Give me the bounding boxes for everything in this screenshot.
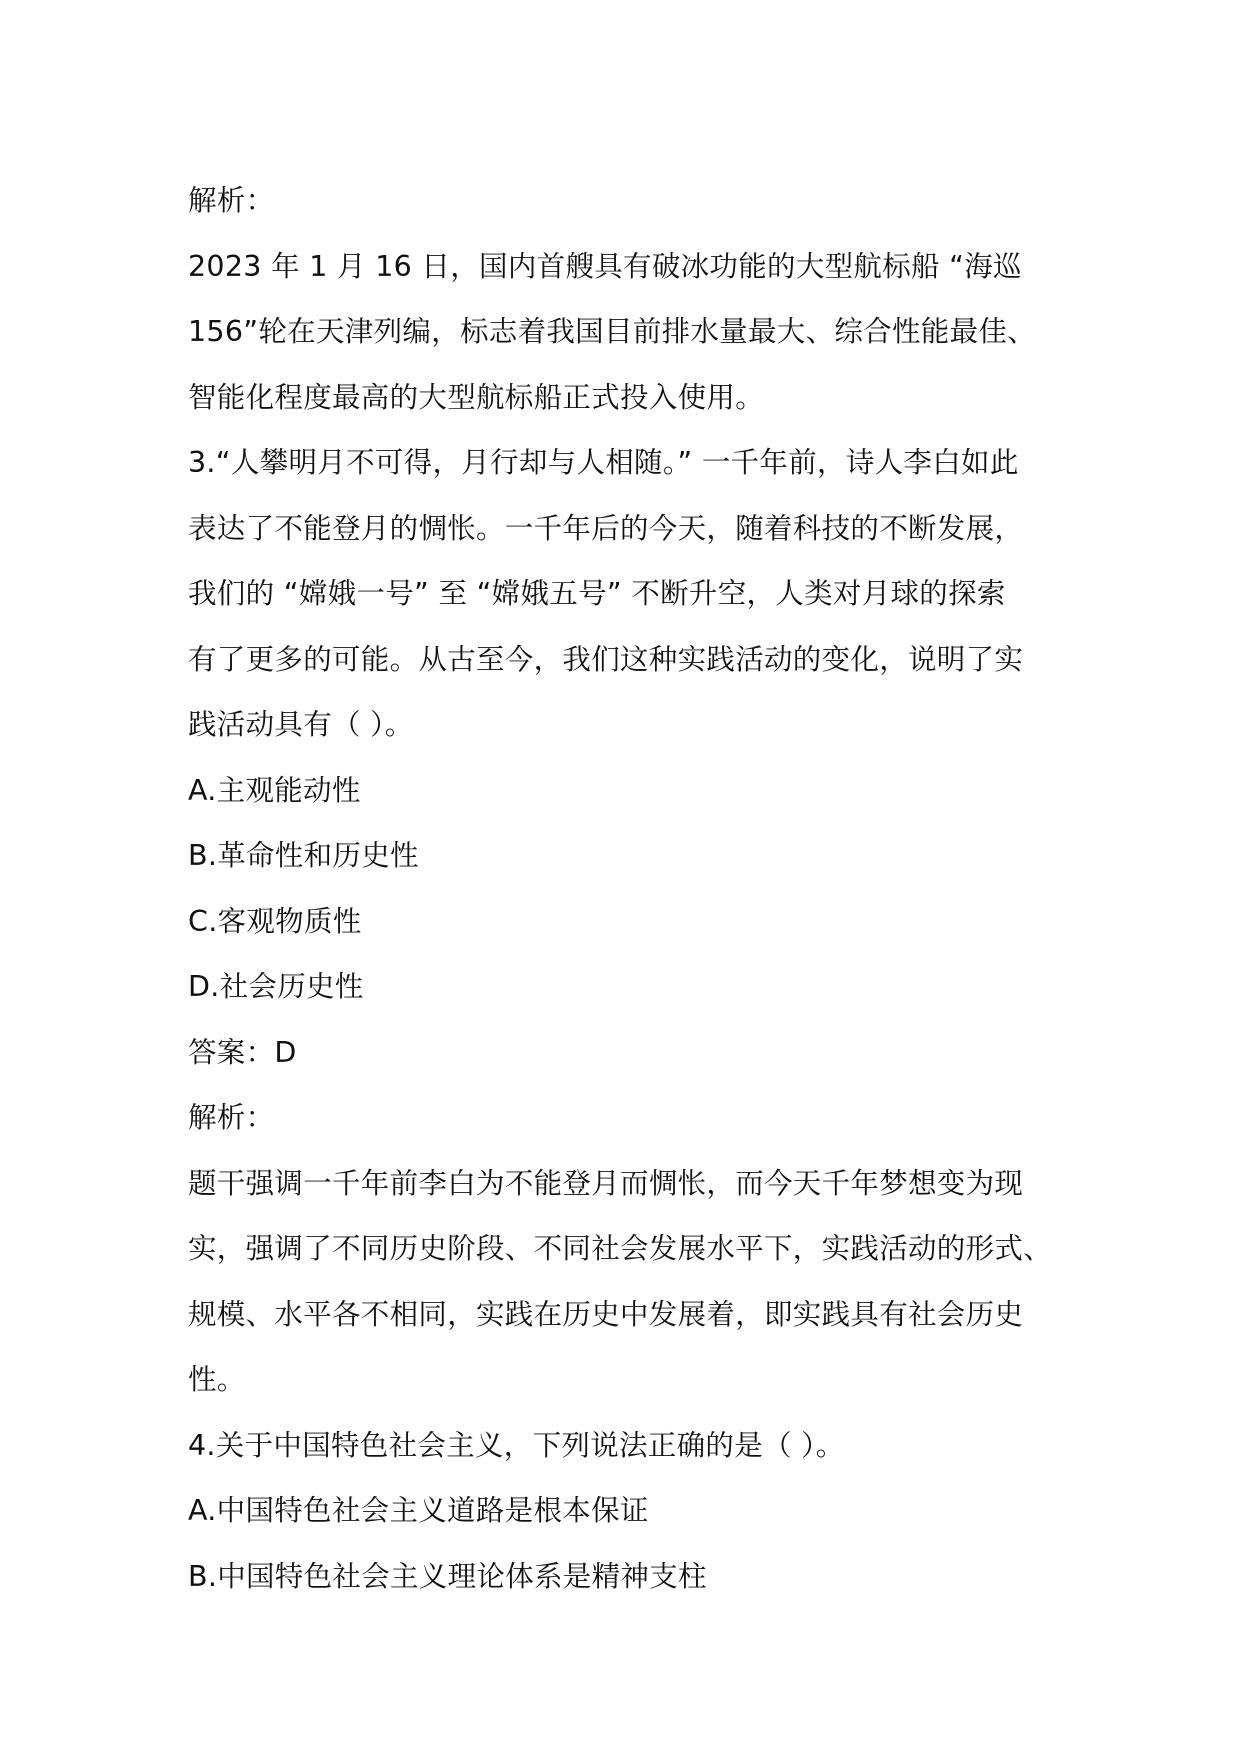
question-3-text-line: 3.“人攀明月不可得，月行却与人相随。” 一千年前，诗人李白如此: [188, 446, 1019, 479]
question-3-text-line: 表达了不能登月的惆怅。一千年后的今天，随着科技的不断发展，: [188, 511, 1024, 545]
section-label-analysis: 解析：: [188, 1101, 275, 1134]
option-a: A.主观能动性: [188, 773, 361, 807]
analysis-text-line: 规模、水平各不相同，实践在历史中发展着，即实践具有社会历史: [188, 1297, 1024, 1331]
option-c: C.客观物质性: [188, 904, 362, 938]
answer-line: 答案：D: [188, 1035, 297, 1069]
option-b: B.革命性和历史性: [188, 839, 419, 872]
option-b: B.中国特色社会主义理论体系是精神支柱: [188, 1559, 707, 1593]
analysis-text-line: 性。: [188, 1363, 246, 1396]
analysis-text-line: 智能化程度最高的大型航标船正式投入使用。: [188, 380, 765, 414]
analysis-text-line: 实，强调了不同历史阶段、不同社会发展水平下，实践活动的形式、: [188, 1232, 1053, 1265]
question-4-text-line: 4.关于中国特色社会主义，下列说法正确的是（ ）。: [188, 1428, 845, 1462]
question-3-text-line: 有了更多的可能。从古至今，我们这种实践活动的变化，说明了实: [188, 642, 1024, 676]
question-3-text-line: 我们的 “嫦娥一号” 至 “嫦娥五号” 不断升空，人类对月球的探索: [188, 577, 1006, 610]
section-label-analysis: 解析：: [188, 184, 275, 217]
document-body: [188, 168, 1068, 1609]
option-d: D.社会历史性: [188, 970, 364, 1003]
question-3-text-line: 践活动具有（ ）。: [188, 708, 414, 741]
option-a: A.中国特色社会主义道路是根本保证: [188, 1494, 649, 1527]
analysis-text-line: 156”轮在天津列编，标志着我国目前排水量最大、综合性能最佳、: [188, 315, 1036, 348]
analysis-text-line: 题干强调一千年前李白为不能登月而惆怅，而今天千年梦想变为现: [188, 1166, 1024, 1200]
analysis-text-line: 2023 年 1 月 16 日，国内首艘具有破冰功能的大型航标船 “海巡: [188, 249, 1022, 283]
